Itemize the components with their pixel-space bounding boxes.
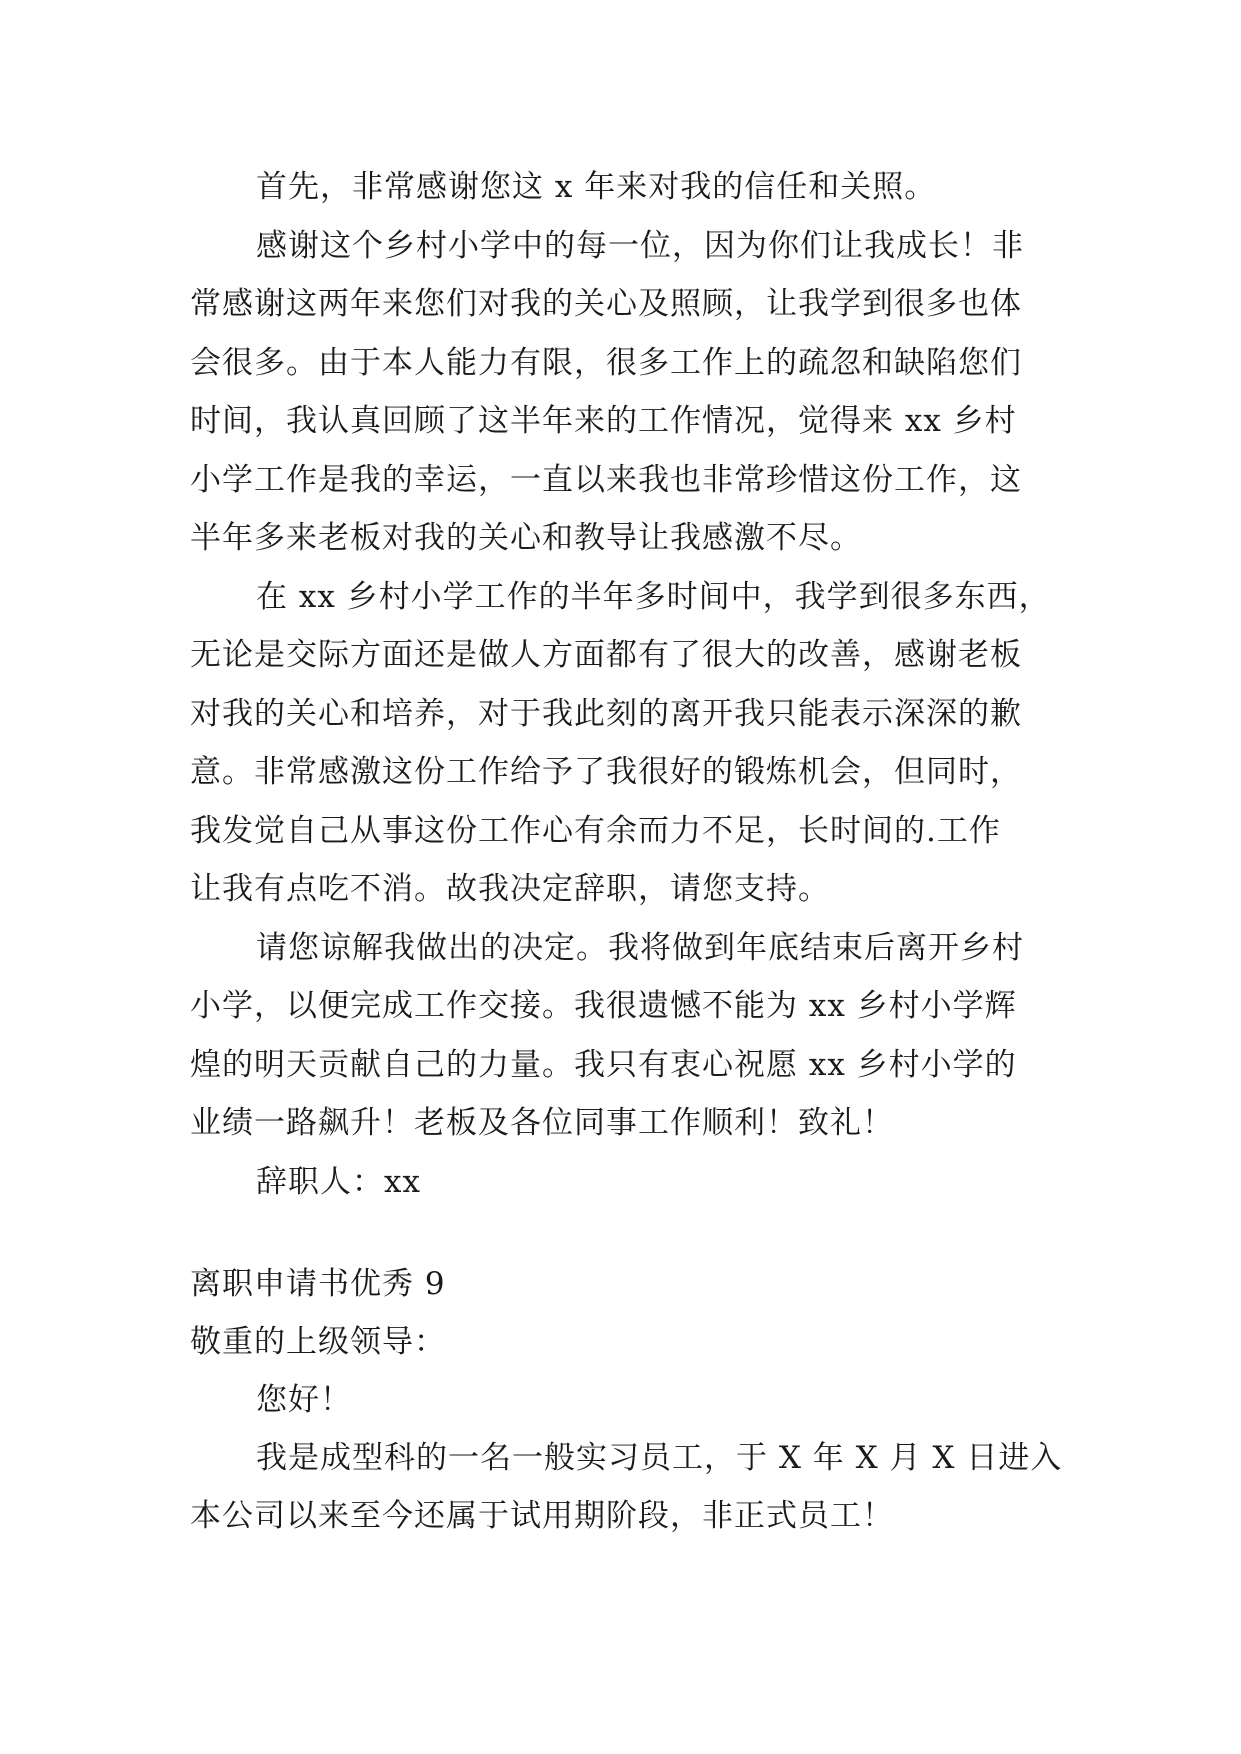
paragraph-line: 无论是交际方面还是做人方面都有了很大的改善，感谢老板 bbox=[190, 637, 1022, 673]
paragraph-line: 我发觉自己从事这份工作心有余而力不足，长时间的.工作 bbox=[190, 812, 1001, 849]
paragraph-line: 半年多来老板对我的关心和教导让我感激不尽。 bbox=[190, 520, 862, 556]
paragraph-line: 会很多。由于本人能力有限，很多工作上的疏忽和缺陷您们 bbox=[190, 344, 1022, 381]
section-heading: 离职申请书优秀 9 bbox=[190, 1266, 446, 1302]
paragraph-line: 在 xx 乡村小学工作的半年多时间中，我学到很多东西， bbox=[256, 578, 1051, 615]
letter-body bbox=[190, 158, 1060, 1211]
paragraph-line: 煌的明天贡献自己的力量。我只有衷心祝愿 xx 乡村小学的 bbox=[190, 1046, 1017, 1083]
paragraph-line: 感谢这个乡村小学中的每一位，因为你们让我成长！非 bbox=[256, 227, 1024, 264]
paragraph-line: 小学工作是我的幸运，一直以来我也非常珍惜这份工作，这 bbox=[190, 461, 1022, 498]
greeting: 您好！ bbox=[256, 1382, 352, 1418]
paragraph-line: 时间，我认真回顾了这半年来的工作情况，觉得来 xx 乡村 bbox=[190, 403, 1017, 439]
paragraph-line: 请您谅解我做出的决定。我将做到年底结束后离开乡村 bbox=[256, 929, 1024, 966]
paragraph-line: 让我有点吃不消。故我决定辞职，请您支持。 bbox=[190, 871, 830, 907]
paragraph-line: 对我的关心和培养，对于我此刻的离开我只能表示深深的歉 bbox=[190, 695, 1022, 732]
paragraph-line: 意。非常感激这份工作给予了我很好的锻炼机会，但同时， bbox=[190, 754, 1022, 790]
paragraph-line: 小学，以便完成工作交接。我很遗憾不能为 xx 乡村小学辉 bbox=[190, 988, 1017, 1024]
paragraph-line: 常感谢这两年来您们对我的关心及照顾，让我学到很多也体 bbox=[190, 286, 1022, 322]
salutation: 敬重的上级领导： bbox=[190, 1324, 446, 1360]
paragraph-line: 首先，非常感谢您这 x 年来对我的信任和关照。 bbox=[256, 169, 937, 205]
second-letter bbox=[190, 1255, 1063, 1545]
paragraph-line: 业绩一路飙升！老板及各位同事工作顺利！致礼！ bbox=[190, 1105, 894, 1141]
paragraph-line: 我是成型科的一名一般实习员工，于 X 年 X 月 X 日进入 bbox=[256, 1440, 1063, 1476]
signature-line: 辞职人：xx bbox=[256, 1163, 421, 1200]
paragraph-line: 本公司以来至今还属于试用期阶段，非正式员工！ bbox=[190, 1498, 894, 1534]
